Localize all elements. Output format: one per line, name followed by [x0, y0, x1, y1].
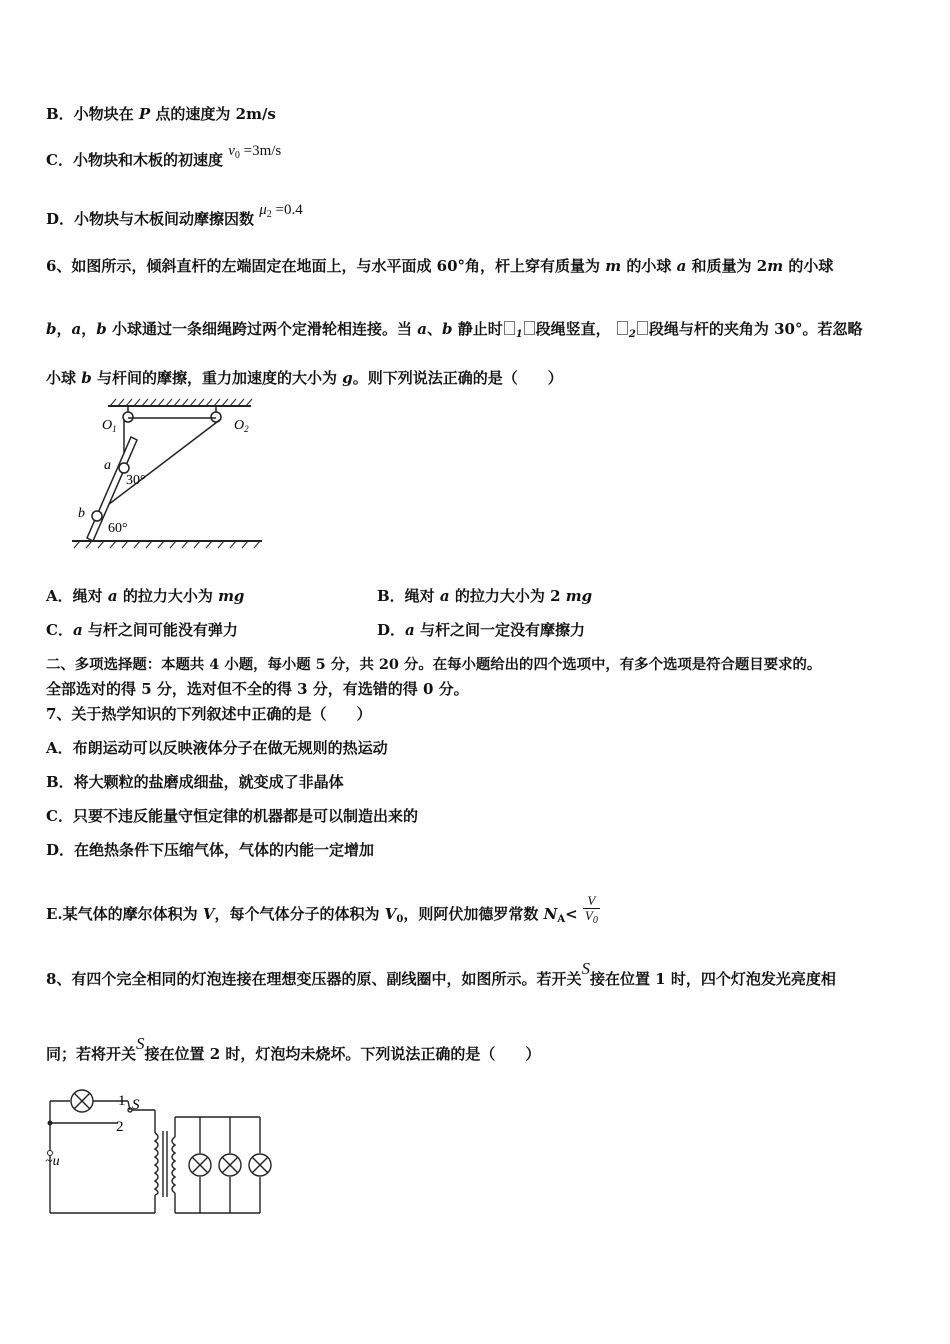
q7-option-e: E.某气体的摩尔体积为 V，每个气体分子的体积为 $V_0$，则阿伏加德罗常数 $N_A<$ $\frac{V}{V_0}$ — [46, 893, 598, 926]
svg-text:30°: 30° — [126, 473, 146, 488]
q7-stem: 7、关于热学知识的下列叙述中正确的是（ ） — [46, 705, 372, 723]
q5-option-b: B．小物块在 P 点的速度为 2m/s — [46, 105, 276, 123]
v0-formula: $v_0 =3m/s$ — [228, 143, 282, 161]
v-over-v0-fraction: $\frac{V}{V_0}$ — [584, 893, 598, 926]
missing-glyph-icon — [617, 321, 628, 335]
svg-text:60°: 60° — [108, 521, 128, 536]
q6-option-d: D．a 与杆之间一定没有摩擦力 — [377, 621, 585, 639]
svg-text:1: 1 — [118, 1093, 126, 1109]
mu2-formula: $\mu_2 =0.4$ — [259, 202, 303, 220]
q7-option-c: C．只要不违反能量守恒定律的机器都是可以制造出来的 — [46, 807, 418, 825]
svg-text:~u: ~u — [45, 1154, 60, 1169]
q5-option-c: C．小物块和木板的初速度 $v_0 =3m/s$ — [46, 143, 282, 169]
q7-option-a: A．布朗运动可以反映液体分子在做无规则的热运动 — [46, 739, 388, 757]
svg-text:a: a — [104, 458, 111, 473]
q8-stem-line1: 8、有四个完全相同的灯泡连接在理想变压器的原、副线圈中，如图所示。若开关S接在位置 1 时，四个灯泡发光亮度相 — [46, 959, 836, 988]
q7-option-b: B．将大颗粒的盐磨成细盐，就变成了非晶体 — [46, 773, 344, 791]
q8-stem-line2: 同；若将开关S接在位置 2 时，灯泡均未烧坏。下列说法正确的是（ ） — [46, 1034, 541, 1063]
svg-text:S: S — [132, 1097, 140, 1113]
q6-stem-line1: 6、如图所示，倾斜直杆的左端固定在地面上，与水平面成 60°角，杆上穿有质量为 m 的小球 a 和质量为 2m 的小球 — [46, 257, 834, 275]
svg-text:b: b — [78, 506, 85, 521]
svg-text:O1: $O_1$ — [102, 418, 117, 434]
q6-option-a: A．绳对 a 的拉力大小为 mg — [46, 587, 245, 605]
section2-instructions-line2: 全部选对的得 5 分，选对但不全的得 3 分，有选错的得 0 分。 — [46, 680, 469, 698]
missing-glyph-icon — [504, 321, 515, 335]
q5-option-d: D．小物块与木板间动摩擦因数 $\mu_2 =0.4$ — [46, 202, 303, 228]
q6-option-c: C．a 与杆之间可能没有弹力 — [46, 621, 238, 639]
missing-glyph-icon — [637, 321, 648, 335]
q6-rod-pulley-figure — [66, 396, 271, 551]
q6-stem-line2: b，a，b 小球通过一条细绳跨过两个定滑轮相连接。当 a、b 静止时 $_1$ 段绳竖直， $_2$ 段绳与杆的夹角为 30°。若忽略 — [46, 320, 863, 340]
q7-option-d: D．在绝热条件下压缩气体，气体的内能一定增加 — [46, 841, 375, 859]
missing-glyph-icon — [524, 321, 535, 335]
q6-stem-line3: 小球 b 与杆间的摩擦，重力加速度的大小为 g。则下列说法正确的是（ ） — [46, 369, 563, 387]
svg-text:O2: $O_2$ — [234, 418, 249, 434]
q8-transformer-circuit-figure — [40, 1087, 280, 1219]
svg-text:2: 2 — [116, 1119, 124, 1135]
q6-option-b: B．绳对 a 的拉力大小为 2 mg — [377, 587, 593, 605]
section2-instructions-line1: 二、多项选择题：本题共 4 小题，每小题 5 分，共 20 分。在每小题给出的四个选项中，有多个选项是符合题目要求的。 — [46, 656, 822, 673]
